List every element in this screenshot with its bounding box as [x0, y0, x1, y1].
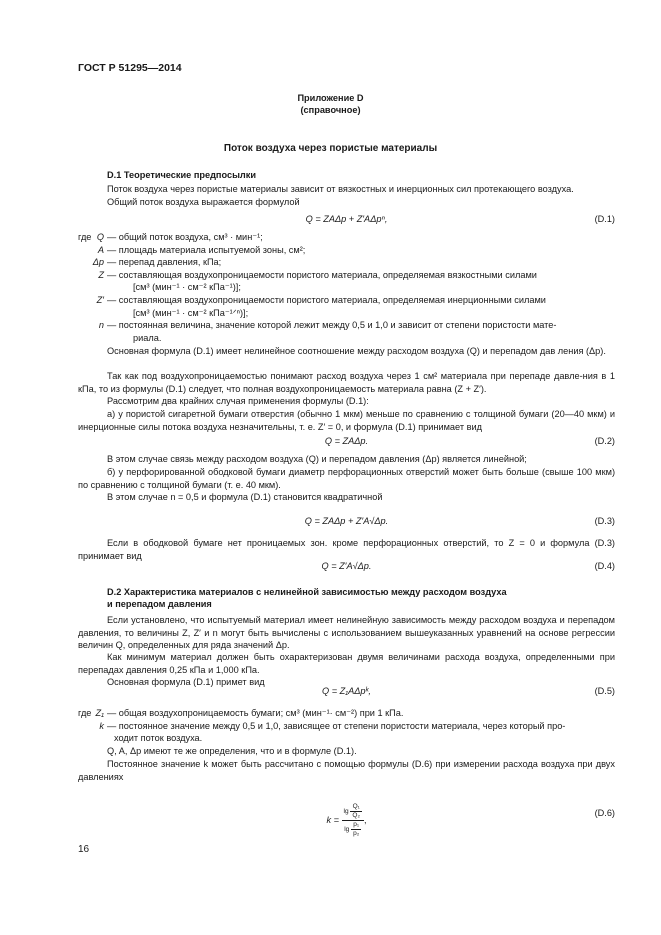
definition-text: — постоянная величина, значение которой лежит между 0,5 и 1,0 и зависит от степени пористости мате- [107, 320, 557, 331]
definition-text: риала. [133, 332, 162, 343]
definition-symbol: Z₁ [95, 708, 104, 718]
definition-text: [см³ (мин⁻¹ · см⁻² кПа⁻¹ᐟⁿ)]; [133, 307, 249, 318]
equation-d6-tail: , [363, 814, 367, 825]
d1-paragraph-1: Поток воздуха через пористые материалы зависит от вязкостных и инерционных сил протекающего воздуха. [107, 184, 574, 194]
definition-symbol: n [98, 320, 104, 331]
equation-d1-formula: Q = ZAΔp + Z′AΔpⁿ, [305, 214, 388, 224]
d2-paragraph-5: Постоянное значение k может быть рассчитано с помощью формулы (D.6) при измерении расхода воздуха при двух давлениях [78, 759, 615, 782]
definition-symbol: Z [98, 269, 104, 280]
d1-paragraph-5: Рассмотрим два крайних случая применения формулы (D.1): [107, 396, 369, 406]
d1-paragraph-2: Общий поток воздуха выражается формулой [107, 197, 300, 207]
d2-paragraph-2: Как минимум материал должен быть охарактеризован двумя величинами расхода воздуха, определенными при перепадах давления 0,25 кПа и 1,000 кПа. [78, 652, 615, 675]
equation-d1-number: (D.1) [594, 214, 615, 224]
d2-definitions [78, 707, 615, 745]
equation-d6-lhs: k = [326, 814, 339, 825]
equation-d4 [78, 560, 615, 573]
definition-text: ходит поток воздуха. [114, 733, 203, 744]
definition-symbol: k [99, 720, 104, 731]
d1-definitions [78, 231, 615, 344]
equation-d5-formula: Q = Z₁AΔpᵏ, [322, 686, 371, 696]
equation-d5 [78, 685, 615, 698]
equation-d6-formula [78, 803, 615, 838]
equation-d3 [78, 515, 615, 528]
definition-text: — постоянное значение между 0,5 и 1,0, зависящее от степени пористости материала, через который про- [107, 720, 566, 731]
d2-paragraph-4: Q, A, Δp имеют те же определения, что и в формуле (D.1). [107, 746, 357, 756]
equation-d2-formula: Q = ZAΔp. [324, 436, 369, 446]
definition-symbol: Δp [92, 257, 104, 268]
d1-paragraph-3: Основная формула (D.1) имеет нелинейное соотношение между расходом воздуха (Q) и перепадом дав ления (Δp). [107, 346, 606, 356]
definition-row [78, 244, 615, 257]
definition-symbol: A [97, 244, 104, 255]
definition-text: — общая воздухопроницаемость бумаги; см³ (мин⁻¹· см⁻²) при 1 кПа. [107, 708, 404, 718]
definition-symbol: Q [96, 232, 104, 242]
equation-d5-number: (D.5) [594, 686, 615, 696]
equation-d2 [78, 435, 615, 448]
d1-paragraph-9: В этом случае n = 0,5 и формула (D.1) становится квадратичной [107, 492, 383, 502]
where-label: где [78, 232, 92, 242]
section-title: Поток воздуха через пористые материалы [223, 143, 438, 154]
where-label: где [78, 708, 92, 718]
page-number: 16 [78, 844, 90, 855]
definition-text: — перепад давления, кПа; [107, 257, 222, 268]
equation-d6-fraction [342, 803, 364, 838]
equation-d4-number: (D.4) [594, 561, 615, 571]
definition-text: — площадь материала испытуемой зоны, см²; [107, 244, 306, 255]
equation-d3-formula: Q = ZAΔp + Z′A√Δp. [304, 516, 389, 526]
d1-heading: D.1 Теоретические предпосылки [107, 170, 256, 180]
annex-title: Приложение D [297, 93, 364, 103]
definition-row [78, 231, 615, 244]
d1-paragraph-8: б) у перфорированной ободковой бумаги диаметр перфорационных отверстий может быть больше (свыше 100 мкм) по сравнению с толщиной бумаги (т. е. 40 мкм). [78, 467, 615, 490]
definition-row [78, 732, 615, 745]
d1-paragraph-7: В этом случае связь между расходом воздуха (Q) и перепадом давления (Δp) является линейной; [107, 454, 527, 464]
definition-row [78, 319, 615, 332]
d1-paragraph-4: Так как под воздухопроницаемостью понимают расход воздуха через 1 см² материала при перепаде давле-ния в 1 кПа, то из формулы (D.1) следует, что полная воздухопроницаемость материала равна (Z + Z′). [78, 371, 615, 394]
annex-subtitle: (справочное) [300, 105, 361, 115]
equation-d6 [78, 797, 615, 837]
definition-text: — общий поток воздуха, см³ · мин⁻¹; [107, 232, 263, 242]
d1-paragraph-10: Если в ободковой бумаге нет проницаемых зон. кроме перфорационных отверстий, то Z = 0 и формула (D.3) принимает вид [78, 538, 615, 561]
equation-d6-number: (D.6) [594, 808, 615, 818]
definition-row [78, 256, 615, 269]
equation-d3-number: (D.3) [594, 516, 615, 526]
document-header: ГОСТ Р 51295—2014 [78, 62, 182, 74]
definition-row [78, 294, 615, 307]
d2-paragraph-3: Основная формула (D.1) примет вид [107, 677, 265, 687]
d2-heading-line-2: и перепадом давления [107, 599, 212, 609]
definition-text: — составляющая воздухопроницаемости пористого материала, определяемая инерционными силами [107, 294, 546, 305]
equation-d6-denominator: lg $\frac{\text{p₁}}{\text{p₂}}$ [344, 821, 360, 837]
definition-text: — составляющая воздухопроницаемости пористого материала, определяемая вязкостными силами [107, 269, 537, 280]
equation-d6-numerator: lg $\frac{\text{Q₁}}{\text{Q₂}}$ [342, 803, 364, 821]
definition-row [78, 269, 615, 282]
equation-d1 [78, 213, 615, 226]
definition-row [78, 707, 615, 720]
equation-d4-formula: Q = Z′A√Δp. [321, 561, 372, 571]
definition-text: [см³ (мин⁻¹ · см⁻² кПа⁻¹)]; [133, 282, 241, 293]
d2-paragraph-1: Если установлено, что испытуемый материал имеет нелинейную зависимость между расходом воздуха и перепадом давления, то величины Z, Z′ и n могут быть вычислены с использованием вышеуказанных уравнений на основе регрессии величин Q, определенных для ряда значений Δp. [78, 615, 615, 651]
d1-paragraph-6: а) у пористой сигаретной бумаги отверстия (обычно 1 мкм) меньше по сравнению с толщиной бумаги (20—40 мкм) и инерционные силы потока воздуха незначительны, т. е. Z′ = 0, и формула (D.1) принимает вид [78, 409, 615, 432]
definition-symbol: Z′ [96, 294, 104, 305]
definition-row [78, 720, 615, 733]
d2-heading-line-1: D.2 Характеристика материалов с нелинейной зависимостью между расходом воздуха [107, 587, 507, 597]
definition-row [78, 332, 615, 345]
definition-row [78, 281, 615, 294]
definition-row [78, 307, 615, 320]
equation-d2-number: (D.2) [594, 436, 615, 446]
